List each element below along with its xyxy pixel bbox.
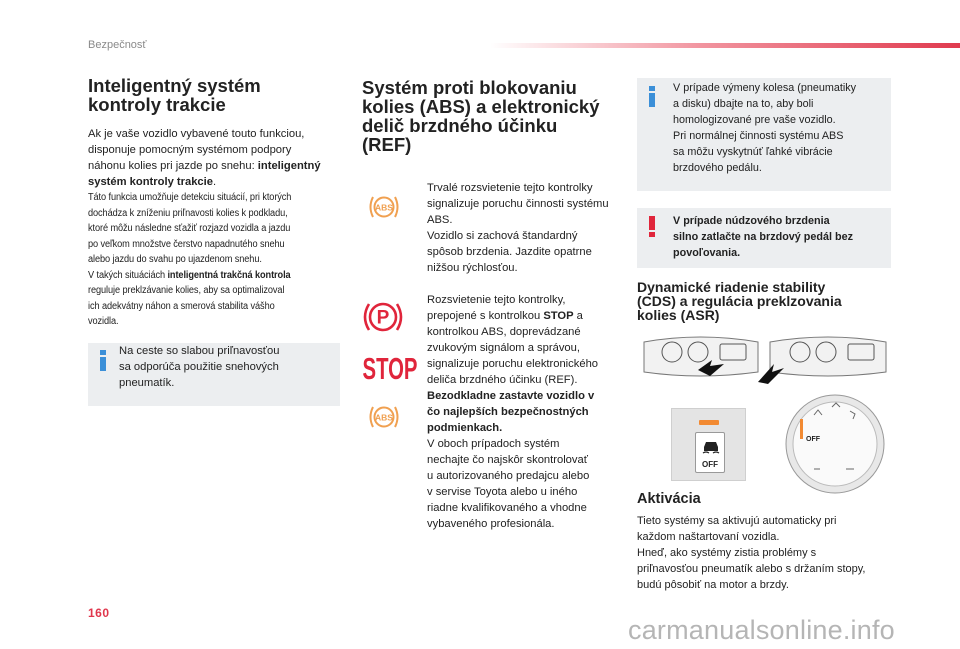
stop-warning-lamp-icon — [362, 349, 418, 386]
traction-intro: Ak je vaše vozidlo vybavené touto funkciou, disponuje pomocným systémom podpory náhonu kolies pri jazde po snehu: inteligentný systém kontroly trakcie. — [88, 128, 321, 188]
emergency-braking-warning-box — [637, 208, 891, 268]
stability-control-title: Dynamické riadenie stability (CDS) a regulácia preklzovania kolies (ASR) — [637, 279, 842, 323]
off-label: OFF — [702, 460, 718, 469]
stability-off-button-illustration — [671, 408, 746, 481]
snow-tyres-info-text: Na ceste so slabou priľnavosťou sa odporúča použitie snehových pneumatík. — [119, 344, 280, 389]
abs-lamp-label: ABS — [375, 202, 393, 213]
traction-description: Táto funkcia umožňuje detekciu situácií, pri ktorých dochádza k zníženiu priľnavosti kolies k podkladu, ktoré môžu následne sťažiť rozjazd vozidla a jazdu po veľkom množstve čerstvo napadnutého snehu alebo jazdu do svahu po ujazdenom snehu. V takých situáciách inteligentná trakčná kontrola reguluje preklzávanie kolies, aby sa optimalizoval ich adekvátny náhon a smerová stabilita vášho vozidla. — [88, 192, 292, 327]
abs-lamp-description: Trvalé rozsvietenie tejto kontrolky signalizuje poruchu činnosti systému ABS. Vozidlo si zachová štandardný spôsob brzdenia. Jazdite opatrne nižšou rýchlosťou. — [427, 182, 609, 274]
dial-off-label: OFF — [806, 436, 820, 443]
activation-text: Tieto systémy sa aktivujú automaticky pri každom naštartovaní vozidla. Hneď, ako systémy zistia problémy s priľnavosťou pneumatík alebo s držaním stopy, budú pôsobiť na motor a brzdy. — [637, 515, 866, 591]
brake-warning-lamp-icon — [361, 300, 405, 334]
header-gradient-bar — [490, 43, 960, 48]
activation-title: Aktivácia — [637, 491, 701, 507]
status-led — [699, 420, 719, 425]
abs-warning-lamp-icon-2 — [367, 404, 401, 430]
abs-ref-title: Systém proti blokovaniu kolies (ABS) a elektronický delič brzdného účinku (REF) — [362, 77, 600, 155]
section-label: Bezpečnosť — [88, 39, 147, 51]
traction-title: Inteligentný systém kontroly trakcie — [88, 75, 261, 115]
watermark: carmanualsonline.info — [628, 615, 895, 645]
stop-lamp-label: STOP — [362, 351, 418, 386]
brake-lamp-label: P — [376, 307, 390, 329]
page-number: 160 — [88, 606, 110, 620]
column-abs-ref — [362, 78, 620, 154]
off-button — [695, 432, 725, 473]
wheel-change-info-text: V prípade výmeny kolesa (pneumatiky a disku) dbajte na to, aby boli homologizované pre vaše vozidlo. Pri normálnej činnosti systému ABS sa môžu vyskytnúť ľahké vibrácie brzdového pedálu. — [673, 82, 857, 174]
dashboard-location-illustration — [640, 334, 890, 386]
wheel-change-info-box — [637, 78, 891, 191]
traction-mode-dial-illustration — [784, 393, 886, 495]
emergency-braking-warning-text: V prípade núdzového brzdenia silno zatlačte na brzdový pedál bez povoľovania. — [673, 215, 853, 259]
column-traction-control — [88, 76, 343, 406]
skidding-car-icon — [701, 438, 721, 456]
abs-warning-lamp-icon — [367, 194, 401, 220]
ref-lamp-description: Rozsvietenie tejto kontrolky, prepojené s kontrolkou STOP a kontrolkou ABS, doprevádzané zvukovým signálom a správou, signalizuje poruchu elektronického deliča brzdného účinku (REF). Bezodkladne zastavte vozidlo v čo najlepších bezpečnostných podmienkach. V oboch prípadoch systém nechajte čo najskôr skontrolovať u autorizovaného predajcu alebo v servise Toyota alebo u iného riadne kvalifikovaného a vhodne vybaveného profesionála. — [427, 294, 599, 530]
abs-lamp-label-2: ABS — [375, 412, 393, 423]
snow-tyres-info-box — [88, 343, 340, 406]
